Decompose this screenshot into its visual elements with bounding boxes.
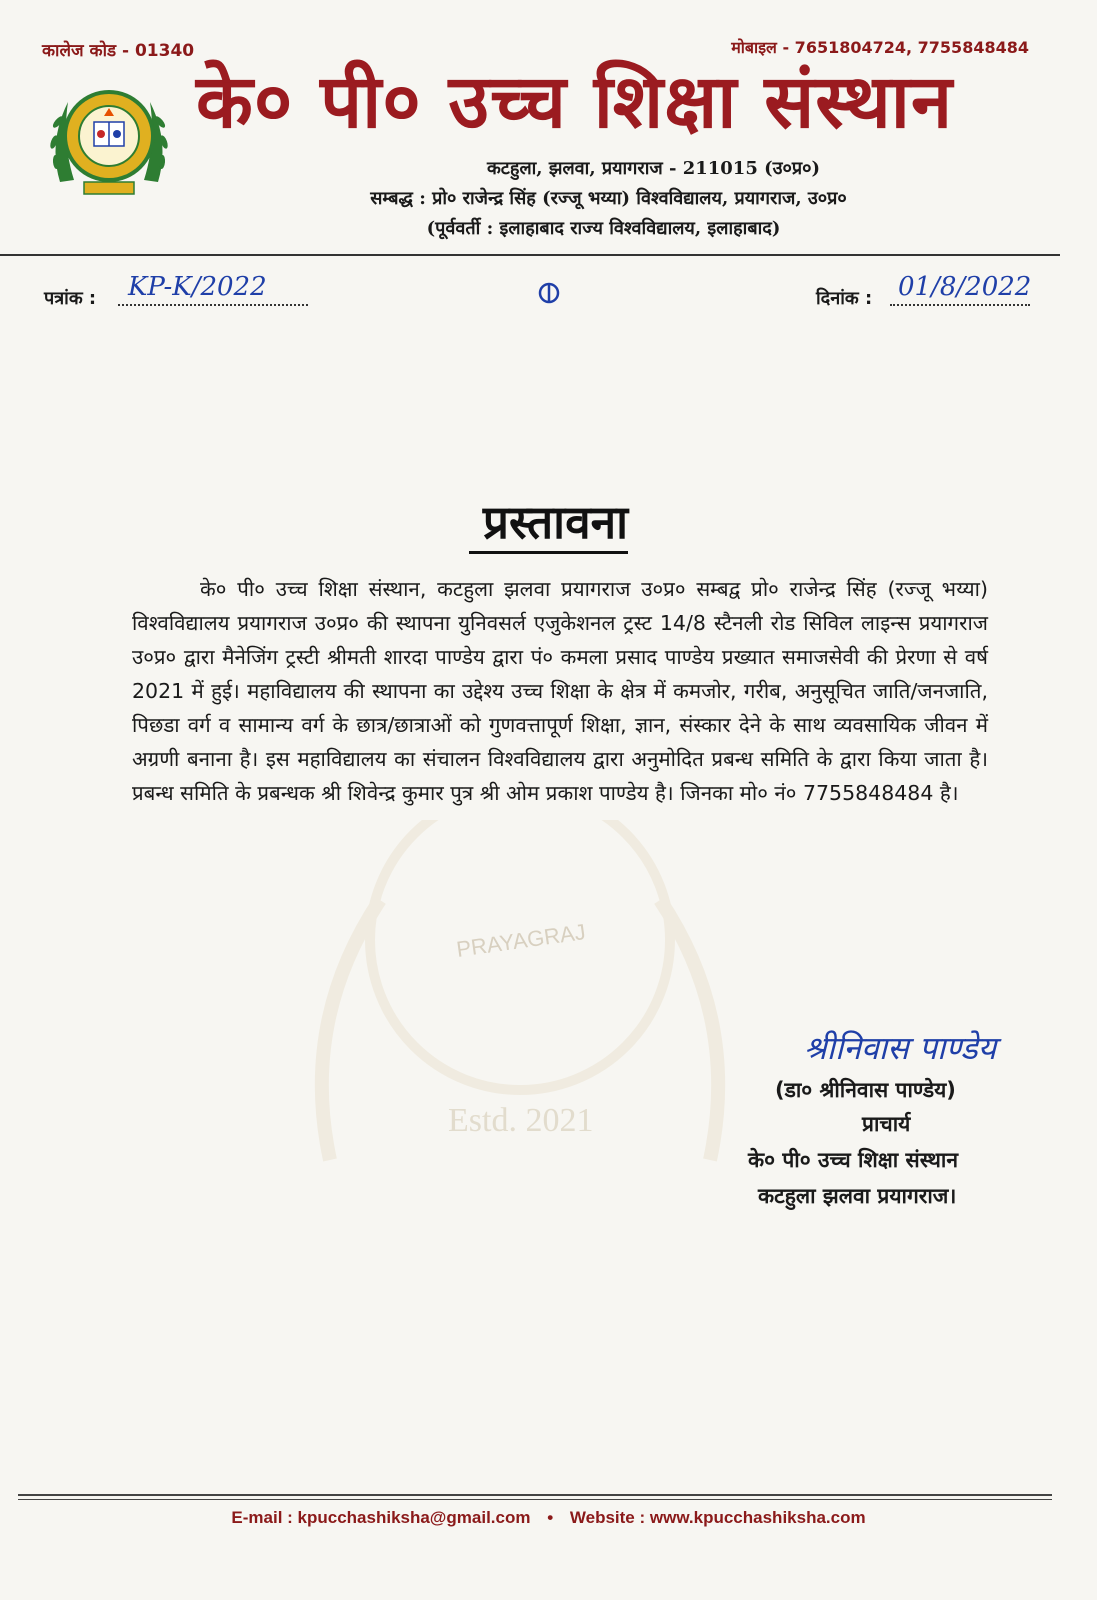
signatory-place: कटहुला झलवा प्रयागराज।	[758, 1184, 957, 1208]
footer-website[interactable]: Website : www.kpucchashiksha.com	[569, 1508, 866, 1527]
reference-label: पत्रांक :	[44, 288, 97, 309]
signatory-institute: के० पी० उच्च शिक्षा संस्थान	[748, 1148, 959, 1172]
college-code: कालेज कोड - 01340	[42, 41, 195, 61]
reference-number: KP-K/2022	[128, 272, 267, 302]
footer-divider	[18, 1494, 1052, 1496]
body-paragraph: के० पी० उच्च शिक्षा संस्थान, कटहुला झलवा प्रयागराज उ०प्र० सम्बद्व प्रो० राजेन्द्र सिंह (रज्जू भय्या) विश्वविद्यालय प्रयागराज उ०प्र० की स्थापना युनिवसर्ल एजुकेशनल ट्रस्ट 14/8 स्टैनली रोड सिविल लाइन्स प्रयागराज उ०प्र० द्वारा मैनेजिंग ट्रस्टी श्रीमती शारदा पाण्डेय द्वारा पं० कमला प्रसाद पाण्डेय प्रख्यात समाजसेवी की प्रेरणा से वर्ष 2021 में हुई। महाविद्यालय की स्थापना का उद्देश्य उच्च शिक्षा के क्षेत्र में कमजोर, गरीब, अनुसूचित जाति/जनजाति, पिछडा वर्ग व सामान्य वर्ग के छात्र/छात्राओं को गुणवत्तापूर्ण शिक्षा, ज्ञान, संस्कार देने के साथ व्यवसायिक जीवन में अग्रणी बनाना है। इस महाविद्यालय का संचालन विश्वविद्यालय द्वारा अनुमोदित प्रबन्ध समिति के द्वारा किया जाता है। प्रबन्ध समिति के प्रबन्धक श्री शिवेन्द्र कुमार पुत्र श्री ओम प्रकाश पाण्डेय है। जिनका मो० नं० 7755848484 है।	[132, 577, 988, 805]
date-dotted-line	[890, 304, 1030, 306]
date-value: 01/8/2022	[898, 272, 1032, 302]
header-divider	[0, 254, 1060, 256]
footer-separator: •	[547, 1508, 554, 1527]
affiliation-line: सम्बद्ध : प्रो० राजेन्द्र सिंह (रज्जू भय्या) विश्वविद्यालय, प्रयागराज, उ०प्र०	[370, 188, 847, 209]
former-affiliation-line: (पूर्ववर्ती : इलाहाबाद राज्य विश्वविद्यालय, इलाहाबाद)	[426, 218, 781, 239]
mobile-number: मोबाइल - 7651804724, 7755848484	[731, 38, 1029, 57]
heading-text: प्रस्तावना	[469, 495, 628, 554]
signatory-name: (डा० श्रीनिवास पाण्डेय)	[775, 1078, 956, 1102]
date-label: दिनांक :	[816, 288, 873, 309]
signatory-designation: प्राचार्य	[862, 1112, 911, 1136]
address-line: कटहुला, झलवा, प्रयागराज - 211015 (उ०प्र०)	[486, 158, 820, 179]
watermark-estd: Estd. 2021	[448, 1102, 594, 1139]
footer-divider-thin	[18, 1499, 1052, 1500]
institute-title: के० पी० उच्च शिक्षा संस्थान	[196, 59, 954, 145]
watermark-text: PRAYAGRAJ	[454, 919, 588, 962]
footer-contact	[0, 1508, 1097, 1528]
page-heading	[0, 490, 1097, 552]
reference-dotted-line	[118, 304, 308, 306]
handwritten-signature: श्रीनिवास पाण्डेय	[804, 1029, 997, 1067]
footer-email[interactable]: E-mail : kpucchashiksha@gmail.com	[231, 1508, 531, 1527]
stamp-mark-icon	[536, 280, 562, 306]
